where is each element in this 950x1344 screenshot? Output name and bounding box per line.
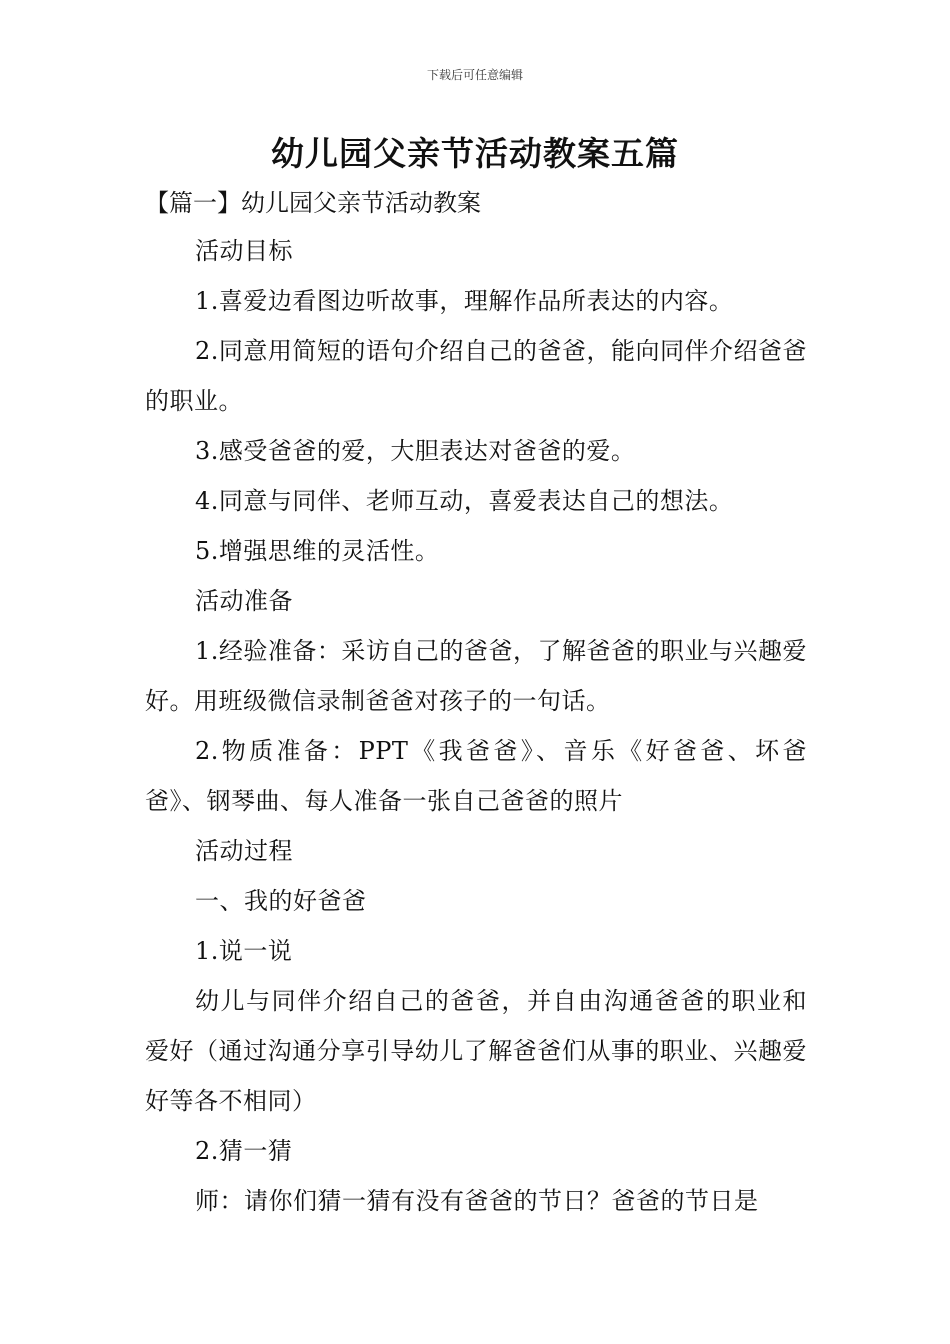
paragraph: 3.感受爸爸的爱，大胆表达对爸爸的爱。 [195,437,636,465]
section-heading: 【篇一】幼儿园父亲节活动教案 [145,189,481,217]
paragraph: 活动过程 [195,837,293,865]
paragraph: 2.同意用简短的语句介绍自己的爸爸，能向同伴介绍爸爸的职业。 [145,337,807,415]
paragraph: 2.猜一猜 [195,1137,293,1165]
paragraph: 活动准备 [195,587,293,615]
document-title: 幼儿园父亲节活动教案五篇 [271,134,679,173]
paragraph: 幼儿与同伴介绍自己的爸爸，并自由沟通爸爸的职业和爱好（通过沟通分享引导幼儿了解爸爸们从事的职业、兴趣爱好等各不相同） [145,987,807,1115]
paragraph: 1.说一说 [195,937,293,965]
paragraph: 5.增强思维的灵活性。 [195,537,440,565]
paragraph: 4.同意与同伴、老师互动，喜爱表达自己的想法。 [195,487,734,515]
header-note: 下载后可任意编辑 [426,68,523,82]
paragraph: 1.喜爱边看图边听故事，理解作品所表达的内容。 [195,287,734,315]
paragraph: 活动目标 [195,237,293,265]
paragraph: 一、我的好爸爸 [195,887,367,915]
paragraph: 师：请你们猜一猜有没有爸爸的节日？爸爸的节日是 [195,1187,759,1215]
document-body [145,226,807,1226]
paragraph: 2.物质准备：PPT《我爸爸》、音乐《好爸爸、坏爸爸》、钢琴曲、每人准备一张自己爸爸的照片 [145,737,807,815]
paragraph: 1.经验准备：采访自己的爸爸，了解爸爸的职业与兴趣爱好。用班级微信录制爸爸对孩子的一句话。 [145,637,807,715]
